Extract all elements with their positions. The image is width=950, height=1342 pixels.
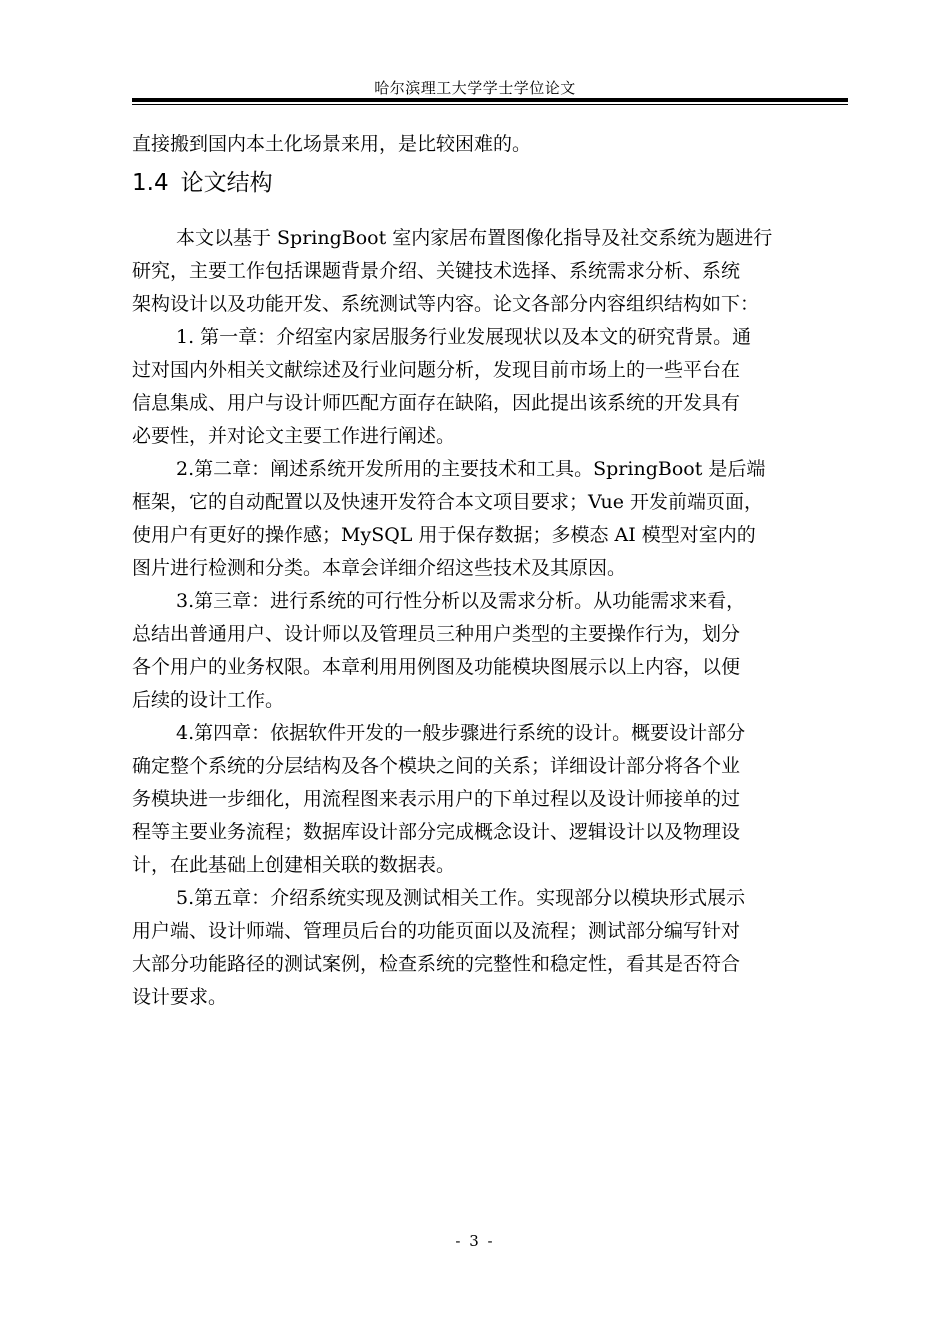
paragraph-line: 后续的设计工作。	[132, 689, 285, 711]
paragraph-line: 研究，主要工作包括课题背景介绍、关键技术选择、系统需求分析、系统	[132, 260, 741, 282]
page-body	[132, 128, 848, 1014]
page-number: - 3 -	[455, 1232, 495, 1250]
running-header-title: 哈尔滨理工大学学士学位论文	[374, 79, 576, 97]
section-title: 论文结构	[180, 170, 273, 196]
paragraph-line: 2.第二章：阐述系统开发所用的主要技术和工具。SpringBoot 是后端	[176, 458, 766, 480]
paragraph-line: 3.第三章：进行系统的可行性分析以及需求分析。从功能需求来看，	[176, 590, 746, 612]
header-rule-thick	[132, 98, 848, 102]
paragraph-line: 确定整个系统的分层结构及各个模块之间的关系；详细设计部分将各个业	[132, 755, 741, 777]
section-number: 1.4	[132, 170, 169, 196]
paragraph-chapter-5	[132, 882, 848, 1014]
continuation-line: 直接搬到国内本土化场景来用，是比较困难的。	[132, 133, 532, 155]
paragraph-line: 框架，它的自动配置以及快速开发符合本文项目要求；Vue 开发前端页面，	[132, 491, 764, 513]
paragraph-line: 信息集成、用户与设计师匹配方面存在缺陷，因此提出该系统的开发具有	[132, 392, 741, 414]
paragraph-line: 务模块进一步细化，用流程图来表示用户的下单过程以及设计师接单的过	[132, 788, 741, 810]
paragraph-line: 用户端、设计师端、管理员后台的功能页面以及流程；测试部分编写针对	[132, 920, 741, 942]
paragraph-line: 过对国内外相关文献综述及行业问题分析，发现目前市场上的一些平台在	[132, 359, 741, 381]
header-rule-thin	[132, 104, 848, 105]
section-heading	[132, 163, 848, 203]
paragraph-line: 使用户有更好的操作感；MySQL 用于保存数据；多模态 AI 模型对室内的	[132, 524, 756, 546]
paragraph-line: 1. 第一章：介绍室内家居服务行业发展现状以及本文的研究背景。通	[176, 326, 752, 348]
paragraph-line: 设计要求。	[132, 986, 228, 1008]
paragraph-line: 大部分功能路径的测试案例，检查系统的完整性和稳定性，看其是否符合	[132, 953, 741, 975]
paragraph-line: 5.第五章：介绍系统实现及测试相关工作。实现部分以模块形式展示	[176, 887, 746, 909]
paragraph-chapter-3	[132, 585, 848, 717]
paragraph-chapter-1	[132, 321, 848, 453]
paragraph-chapter-4	[132, 717, 848, 882]
paragraph-line: 总结出普通用户、设计师以及管理员三种用户类型的主要操作行为，划分	[132, 623, 741, 645]
paragraph-line: 各个用户的业务权限。本章利用用例图及功能模块图展示以上内容，以便	[132, 656, 741, 678]
paragraph-line: 本文以基于 SpringBoot 室内家居布置图像化指导及社交系统为题进行	[176, 227, 773, 249]
paragraph-intro	[132, 222, 848, 321]
paragraph-line: 图片进行检测和分类。本章会详细介绍这些技术及其原因。	[132, 557, 627, 579]
paragraph-line: 计，在此基础上创建相关联的数据表。	[132, 854, 456, 876]
paragraph-line: 4.第四章：依据软件开发的一般步骤进行系统的设计。概要设计部分	[176, 722, 746, 744]
paragraph-line: 架构设计以及功能开发、系统测试等内容。论文各部分内容组织结构如下：	[132, 293, 760, 315]
paragraph-line: 必要性，并对论文主要工作进行阐述。	[132, 425, 456, 447]
paragraph-line: 程等主要业务流程；数据库设计部分完成概念设计、逻辑设计以及物理设	[132, 821, 741, 843]
paragraph-chapter-2	[132, 453, 848, 585]
